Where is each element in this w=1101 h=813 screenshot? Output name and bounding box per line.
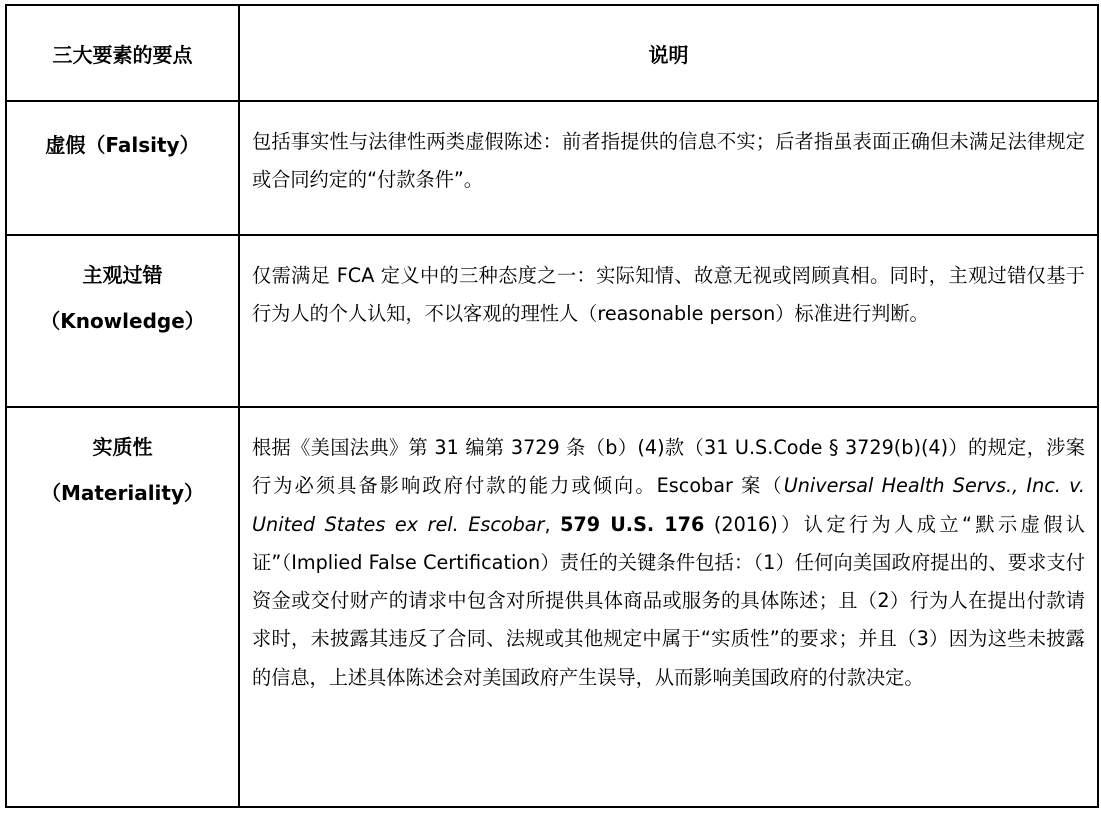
table-row-materiality xyxy=(6,407,1098,807)
description-cell-knowledge: 仅需满足 FCA 定义中的三种态度之一：实际知情、故意无视或罔顾真相。同时，主观过错仅基于行为人的个人认知，不以客观的理性人（reasonable person）标准进行判断。 xyxy=(239,235,1098,407)
table-row-knowledge xyxy=(6,235,1098,407)
case-name: Universal Health Servs., Inc. v. United States ex rel. Escobar xyxy=(252,474,1085,536)
key-label-english: （Knowledge） xyxy=(40,309,205,333)
key-label: 主观过错 xyxy=(82,263,163,287)
description-text: (2016)）认定行为人成立“默示虚假认证”（Implied False Certification）责任的关键条件包括：（1）任何向美国政府提出的、要求支付资金或交付财产的请求中包含对所提供具体商品或服务的具体陈述；且（2）行为人在提出付款请求时，未披露其违反了合同、法规或其他规定中属于“实质性”的要求；并且（3）因为这些未披露的信息，上述具体陈述会对美国政府产生误导，从而影响美国政府的付款决定。 xyxy=(252,512,1085,689)
description-text: , xyxy=(544,512,561,536)
key-cell-falsity xyxy=(6,101,239,235)
elements-table xyxy=(5,4,1099,808)
case-citation: 579 U.S. 176 xyxy=(560,512,705,536)
header-cell-key-points: 三大要素的要点 xyxy=(6,5,239,101)
table-header-row xyxy=(6,5,1098,101)
key-cell-knowledge xyxy=(6,235,239,407)
key-label: 虚假（Falsity） xyxy=(45,133,200,157)
key-label: 实质性 xyxy=(92,435,153,459)
key-cell-materiality xyxy=(6,407,239,807)
description-cell-materiality xyxy=(239,407,1098,807)
header-cell-explanation: 说明 xyxy=(239,5,1098,101)
description-cell-falsity: 包括事实性与法律性两类虚假陈述：前者指提供的信息不实；后者指虽表面正确但未满足法律规定或合同约定的“付款条件”。 xyxy=(239,101,1098,235)
key-label-english: （Materiality） xyxy=(40,481,205,505)
description-text: 根据《美国法典》第 31 编第 3729 条（b）(4)款（31 U.S.Code § 3729(b)(4)）的规定，涉案行为必须具备影响政府付款的能力或倾向。Escobar 案（ xyxy=(252,436,1085,498)
table-row-falsity xyxy=(6,101,1098,235)
